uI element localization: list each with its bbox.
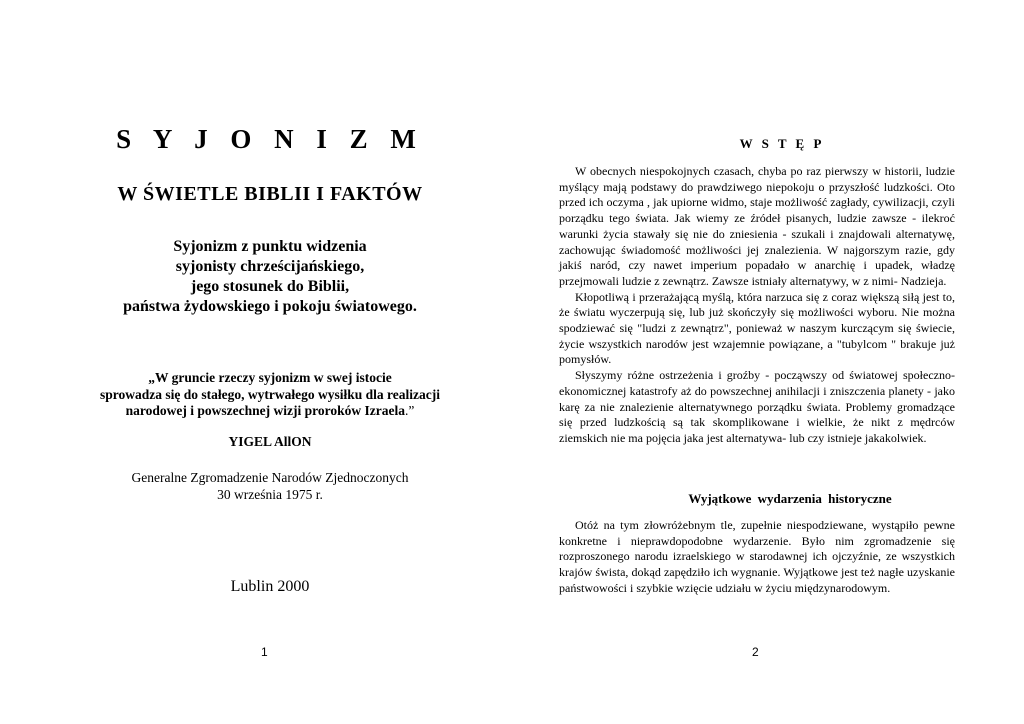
page-number: 1 (261, 645, 268, 659)
chapter-heading: W S T Ę P (739, 136, 825, 151)
description-line: państwa żydowskiego i pokoju światowego. (123, 298, 417, 315)
right-page (540, 0, 1024, 724)
book-description (0, 237, 540, 317)
paragraph: Kłopotliwą i przerażającą myślą, która narzuca się z coraz większą siłą jest to, że światu wyczerpują się, lub już skończyły się możliwości wyboru. Nie można spodziewać się "ludzi z zewnątrz", ponieważ w naszym kurczącym się świecie, życie wszystkich narodów jest wzajemnie powiązane, a "tubylcom " brakuje już pomysłów. (559, 289, 955, 367)
book-title: S Y J O N I Z M (116, 124, 424, 154)
section-heading: Wyjątkowe wydarzenia historyczne (688, 491, 892, 506)
intro-text (559, 164, 955, 447)
description-line: syjonisty chrześcijańskiego, (175, 258, 365, 275)
quote-line-text: narodowej i powszechnej wizji proroków Izraela (125, 403, 405, 418)
quote-line: sprowadza się do stałego, wytrwałego wysiłku dla realizacji (100, 386, 440, 402)
quote-author: YIGEL AllON (228, 434, 312, 449)
quote-line: „W gruncie rzeczy syjonizm w swej istocie (148, 370, 392, 385)
paragraph: Otóż na tym złowróżebnym tle, zupełnie niespodziewane, wystąpiło pewne konkretne i nieprawdopodobne wydarzenie. Było nim zgromadzenie się rozproszonego narodu izraelskiego w starodawnej ich ojczyźnie, ze wszystkich krajów śwista, dokąd zapędziło ich wygnanie. Wyjątkowe jest też nagłe uzyskanie państwowości i szybkie wzięcie udziału w życiu międzynarodowym. (559, 518, 955, 595)
description-line: jego stosunek do Biblii, (190, 278, 350, 295)
description-line: Syjonizm z punktu widzenia (173, 238, 367, 255)
publication-place-year: Lublin 2000 (230, 578, 310, 595)
quote-source (0, 469, 540, 503)
quote-line (0, 403, 540, 420)
paragraph: Słyszymy różne ostrzeżenia i groźby - począwszy od światowej społeczno-ekonomicznej katastrofy aż do powszechnej anihilacji i zniszczenia planety - jako karę za nie znalezienie alternatywnego porządku świata. Problemy gromadzące się przed ludzkością są tak skomplikowane i wielkie, że nikt z mędrców ziemskich nie ma pojęcia jaka jest alternatywa- lub czy istnieje jakakolwiek. (559, 368, 955, 445)
section-text (559, 518, 955, 597)
epigraph-quote (0, 370, 540, 420)
book-subtitle: W ŚWIETLE BIBLII I FAKTÓW (117, 183, 423, 205)
paragraph: W obecnych niespokojnych czasach, chyba po raz pierwszy w historii, ludzie myślący mają podstawy do prawdziwego niepokoju o przyszłość ludzkości. Oto przed ich oczyma , jak upiorne widmo, staje możliwość zagłady, cywilizacji, czyli porządku tego świata. Jak wiemy ze źródeł pisanych, ludzie zawsze - ilekroć warunki życia stawały się nie do zniesienia - szukali i znajdowali alternatywę, zachowując świadomość możliwości jej znalezienia. W najgorszym razie, gdy jakiś naród, czy nawet imperium popadało w anarchię i upadek, władzę przejmowali ludzie z zewnątrz. Zawsze istniały alternatywy, w z nimi- Nadzieja. (559, 164, 955, 288)
page-number: 2 (752, 645, 759, 659)
quote-closing-mark: .” (404, 403, 415, 418)
source-line: Generalne Zgromadzenie Narodów Zjednoczonych (131, 470, 409, 485)
source-line: 30 września 1975 r. (217, 487, 323, 502)
